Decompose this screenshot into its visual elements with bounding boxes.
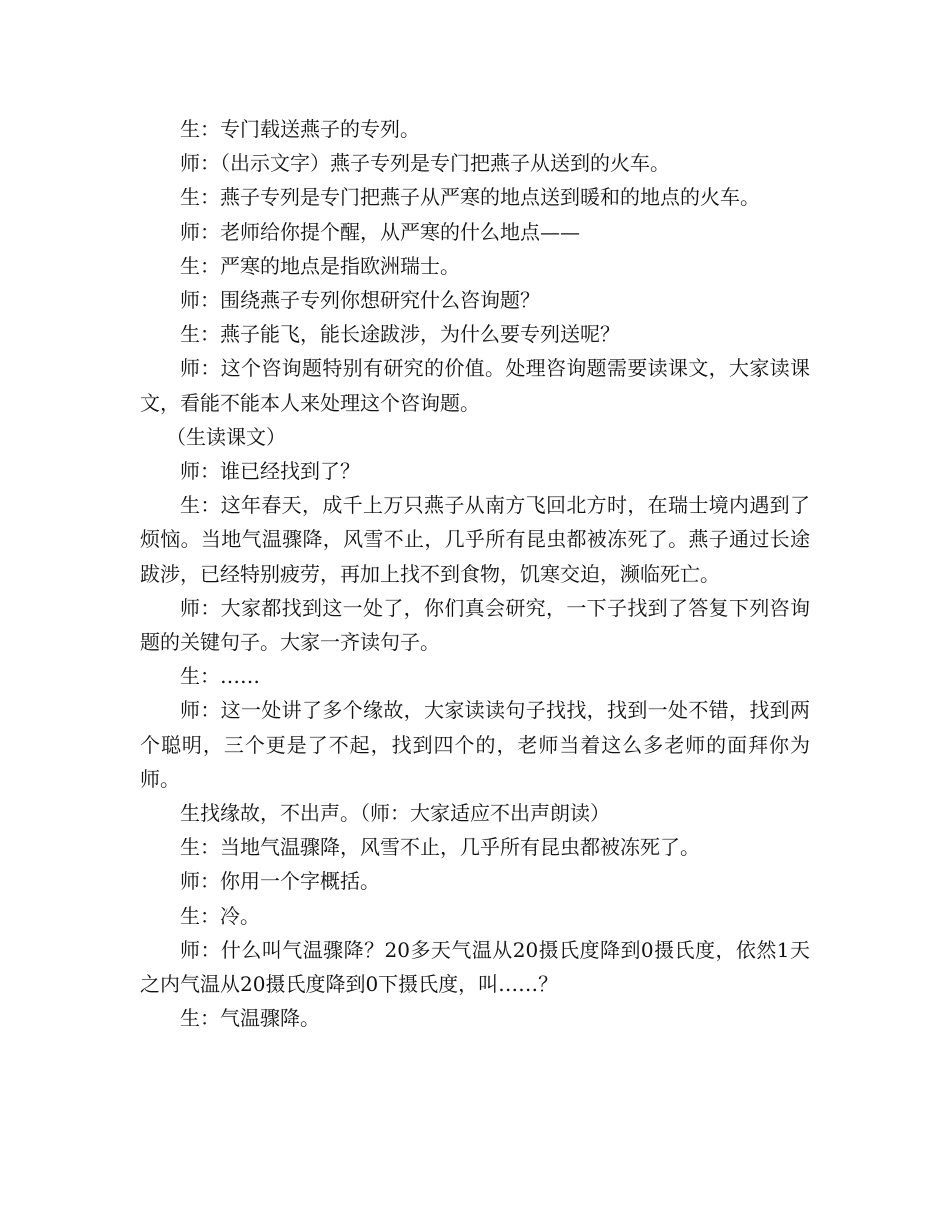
- paragraph: 生：燕子能飞，能长途跋涉，为什么要专列送呢？: [180, 322, 620, 347]
- document-body: [140, 112, 810, 1035]
- paragraph: 生：严寒的地点是指欧洲瑞士。: [180, 253, 460, 278]
- paragraph: 师：谁已经找到了？: [180, 459, 360, 484]
- paragraph: 生：燕子专列是专门把燕子从严寒的地点送到暖和的地点的火车。: [180, 185, 760, 210]
- paragraph: （生读课文）: [166, 424, 286, 449]
- paragraph: 师：大家都找到这一处了，你们真会研究，一下子找到了答复下列咨询题的关键句子。大家一齐读句子。: [140, 595, 810, 655]
- paragraph: 生找缘故，不出声。（师：大家适应不出声朗读）: [180, 801, 610, 826]
- paragraph: 生：冷。: [180, 903, 260, 928]
- paragraph: 师：你用一个字概括。: [180, 869, 380, 894]
- paragraph: 生：这年春天，成千上万只燕子从南方飞回北方时，在瑞士境内遇到了烦恼。当地气温骤降，风雪不止，几乎所有昆虫都被冻死了。燕子通过长途跋涉，已经特别疲劳，再加上找不到食物，饥寒交迫，濒临死亡。: [140, 493, 810, 586]
- paragraph: 生：……: [180, 664, 260, 689]
- paragraph: 师：老师给你提个醒，从严寒的什么地点——: [180, 219, 580, 244]
- paragraph: 生：当地气温骤降，风雪不止，几乎所有昆虫都被冻死了。: [180, 835, 700, 860]
- paragraph: 师：（出示文字）燕子专列是专门把燕子从送到的火车。: [180, 151, 670, 176]
- paragraph: 生：气温骤降。: [180, 1006, 320, 1031]
- paragraph: 生：专门载送燕子的专列。: [180, 117, 420, 141]
- paragraph: 师：什么叫气温骤降？20多天气温从20摄氏度降到0摄氏度，依然1天之内气温从20摄氏度降到0下摄氏度，叫……？: [140, 937, 810, 997]
- paragraph: 师：这一处讲了多个缘故，大家读读句子找找，找到一处不错，找到两个聪明，三个更是了不起，找到四个的，老师当着这么多老师的面拜你为师。: [140, 698, 810, 791]
- paragraph: 师：这个咨询题特别有研究的价值。处理咨询题需要读课文，大家读课文，看能不能本人来处理这个咨询题。: [140, 356, 810, 415]
- paragraph: 师：围绕燕子专列你想研究什么咨询题？: [180, 288, 540, 313]
